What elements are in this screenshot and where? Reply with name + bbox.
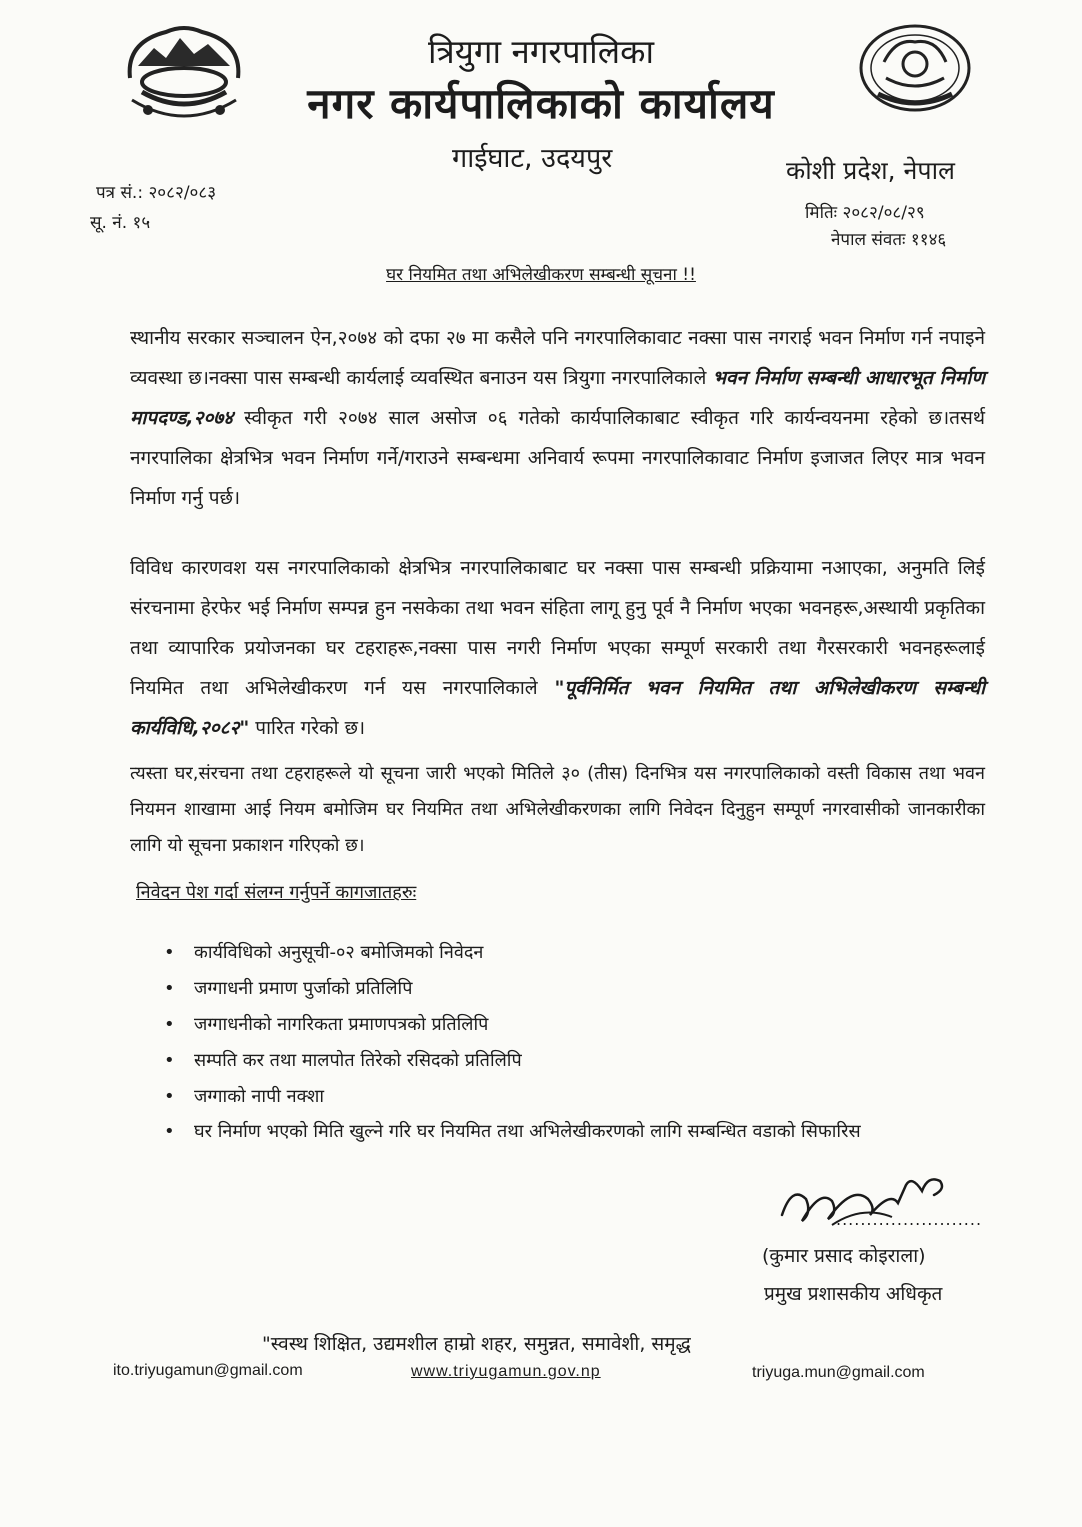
bullet-icon: •: [164, 1014, 175, 1035]
list-item: [164, 1007, 994, 1043]
signatory-name: (कुमार प्रसाद कोइराला): [762, 1245, 926, 1267]
list-item: [164, 971, 994, 1007]
paragraph-3: त्यस्ता घर,संरचना तथा टहराहरूले यो सूचना जारी भएको मितिले ३० (तीस) दिनभित्र यस नगरपालिकाको वस्ती विकास तथा भवन नियमन शाखामा आई नियम बमोजिम घर नियमित तथा अभिलेखीकरणका लागि निवेदन दिनुहुन सम्पूर्ण नगरवासीको जानकारीका लागि यो सूचना प्रकाशन गरिएको छ।: [130, 763, 985, 856]
list-item: [164, 1079, 994, 1115]
signature-line: ........................: [836, 1210, 983, 1229]
building-standard-title: भवन निर्माण सम्बन्धी आधारभूत निर्माण मापदण्ड,२०७४: [130, 367, 985, 429]
document-item-text: सम्पति कर तथा मालपोत तिरेको रसिदको प्रतिलिपि: [194, 1050, 522, 1071]
bullet-icon: •: [164, 942, 175, 963]
email-left[interactable]: ito.triyugamun@gmail.com: [113, 1362, 303, 1379]
issue-date: मितिः २०८२/०८/२९: [805, 203, 925, 223]
province-name: कोशी प्रदेश, नेपाल: [786, 156, 955, 185]
website-link[interactable]: www.triyugamun.gov.np: [411, 1363, 601, 1380]
email-right[interactable]: triyuga.mun@gmail.com: [752, 1364, 925, 1381]
notice-subject-text: घर नियमित तथा अभिलेखीकरण सम्बन्धी सूचना !!: [386, 265, 696, 285]
procedure-title: "पूर्वनिर्मित भवन नियमित तथा अभिलेखीकरण सम्बन्धी कार्यविधि,२०८२": [130, 677, 986, 739]
document-item-text: कार्यविधिको अनुसूची-०२ बमोजिमको निवेदन: [194, 942, 484, 963]
bullet-icon: •: [164, 1086, 175, 1107]
notice-subject: [0, 262, 1082, 285]
paragraph-2: [130, 548, 985, 748]
list-item: [164, 1043, 994, 1079]
letter-number: पत्र सं.: २०८२/०८३: [96, 183, 217, 203]
serial-number: सू. नं. १५: [90, 213, 151, 233]
paragraph-1: [130, 318, 985, 518]
list-item: [164, 1115, 994, 1149]
bullet-icon: •: [164, 1121, 175, 1142]
signature-icon: [772, 1155, 962, 1245]
document-item-text: जग्गाधनी प्रमाण पुर्जाको प्रतिलिपि: [194, 978, 413, 999]
document-item-text: जग्गाधनीको नागरिकता प्रमाणपत्रको प्रतिलिपि: [194, 1014, 489, 1035]
municipality-name: त्रियुगा नगरपालिका: [427, 32, 654, 71]
office-address: गाईघाट, उदयपुर: [452, 143, 613, 174]
office-name: नगर कार्यपालिकाको कार्यालय: [307, 79, 775, 128]
nepal-samvat-year: नेपाल संवतः ११४६: [831, 230, 947, 250]
documents-heading: निवेदन पेश गर्दा संलग्न गर्नुपर्ने कागजातहरुः: [136, 882, 417, 903]
list-item: [164, 935, 994, 971]
documents-list: [164, 935, 994, 1149]
signatory-title: प्रमुख प्रशासकीय अधिकृत: [764, 1283, 943, 1305]
bullet-icon: •: [164, 978, 175, 999]
document-item-text: जग्गाको नापी नक्शा: [194, 1086, 325, 1107]
paragraph-2-part-1: विविध कारणवश यस नगरपालिकाको क्षेत्रभित्र नगरपालिकाबाट घर नक्सा पास सम्बन्धी प्रक्रियामा नआएका, अनुमति लिई संरचनामा हेरफेर भई निर्माण सम्पन्न हुन नसकेका तथा भवन संहिता लागू हुनु पूर्व नै निर्माण भएका भवनहरू,अस्थायी प्रकृतिका तथा व्यापारिक प्रयोजनका घर टहराहरू,नक्सा पास नगरी निर्माण भएका सम्पूर्ण सरकारी तथा गैरसरकारी भवनहरूलाई नियमित तथा अभिलेखीकरण गर्न यस नगरपालिकाले: [130, 557, 985, 699]
municipality-motto: "स्वस्थ शिक्षित, उद्यमशील हाम्रो शहर, समुन्नत, समावेशी, समृद्ध: [262, 1333, 691, 1355]
document-item-text: घर निर्माण भएको मिति खुल्ने गरि घर नियमित तथा अभिलेखीकरणको लागि सम्बन्धित वडाको सिफारिस: [194, 1121, 861, 1142]
paragraph-1-part-2: स्वीकृत गरी २०७४ साल असोज ०६ गतेको कार्यपालिकाबाट स्वीकृत गरि कार्यन्वयनमा रहेको छ।तसर्थ नगरपालिका क्षेत्रभित्र भवन निर्माण गर्ने/गराउने सम्बन्धमा अनिवार्य रूपमा नगरपालिकावाट निर्माण इजाजत लिएर मात्र भवन निर्माण गर्नु पर्छ।: [130, 407, 985, 509]
bullet-icon: •: [164, 1050, 175, 1071]
paragraph-1-part-1: स्थानीय सरकार सञ्चालन ऐन,२०७४ को दफा २७ मा कसैले पनि नगरपालिकावाट नक्सा पास नगराई भवन निर्माण गर्न नपाइने व्यवस्था छ।नक्सा पास सम्बन्धी कार्यलाई व्यवस्थित बनाउन यस त्रियुगा नगरपालिकाले: [130, 327, 985, 389]
paragraph-2-part-2: पारित गरेको छ।: [249, 717, 366, 739]
